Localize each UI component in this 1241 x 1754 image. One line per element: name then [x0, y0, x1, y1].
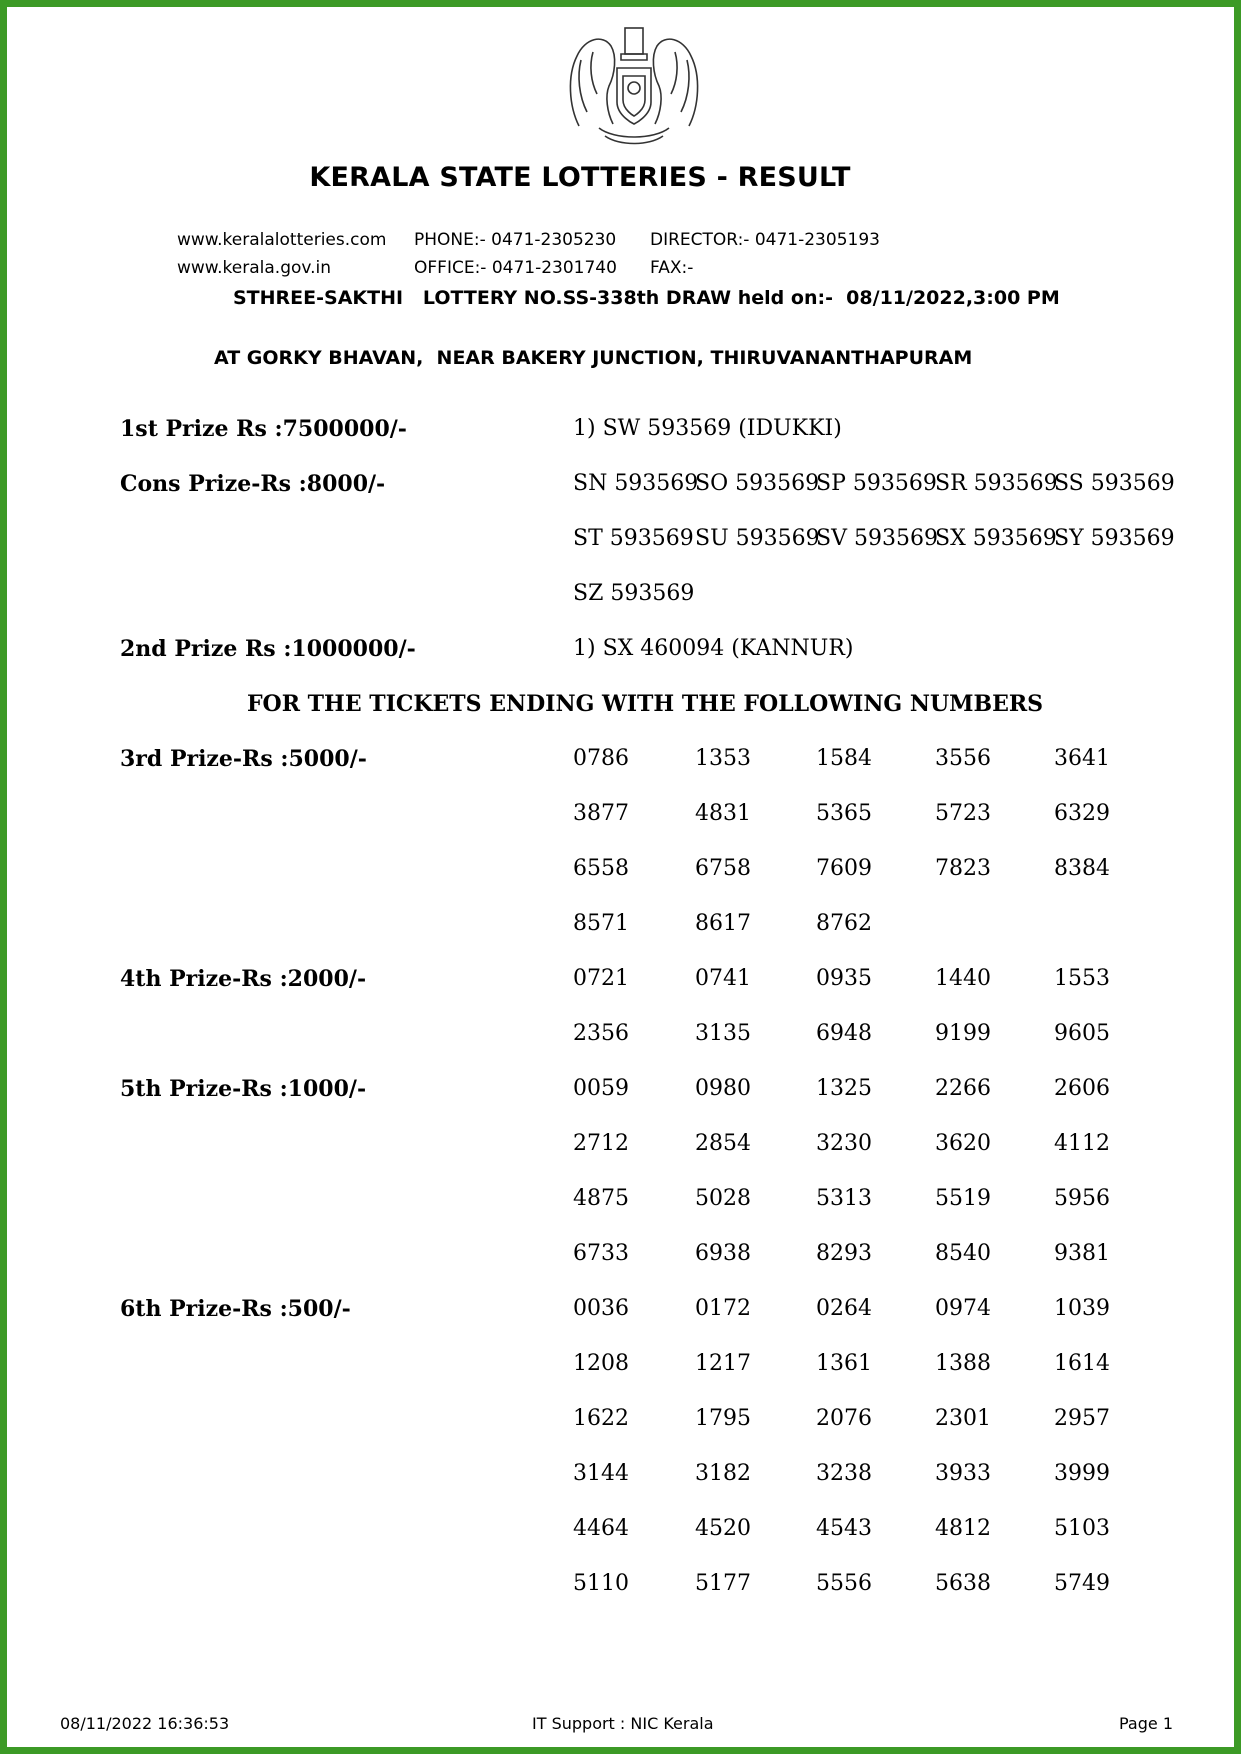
sixth-prize-number: 4520 — [695, 1516, 751, 1541]
fourth-prize-number: 1553 — [1054, 966, 1110, 991]
sixth-prize-number: 1208 — [573, 1351, 629, 1376]
footer-timestamp: 08/11/2022 16:36:53 — [60, 1714, 230, 1733]
footer-support: IT Support : NIC Kerala — [532, 1714, 714, 1733]
fourth-prize-number: 0935 — [816, 966, 872, 991]
third-prize-number: 7609 — [816, 856, 872, 881]
first-prize-label: 1st Prize Rs :7500000/- — [120, 416, 407, 442]
sixth-prize-number: 5177 — [695, 1571, 751, 1596]
third-prize-number: 8384 — [1054, 856, 1110, 881]
cons-prize-number: SR 593569 — [935, 471, 1058, 496]
footer-page-number: Page 1 — [1119, 1714, 1173, 1733]
third-prize-number: 8617 — [695, 911, 751, 936]
cons-prize-number: ST 593569 — [573, 526, 694, 551]
sixth-prize-number: 1361 — [816, 1351, 872, 1376]
cons-prize-number: SP 593569 — [816, 471, 937, 496]
sixth-prize-number: 4543 — [816, 1516, 872, 1541]
fourth-prize-label: 4th Prize-Rs :2000/- — [120, 966, 367, 992]
fifth-prize-number: 4112 — [1054, 1131, 1110, 1156]
sixth-prize-number: 1622 — [573, 1406, 629, 1431]
fifth-prize-number: 3620 — [935, 1131, 991, 1156]
cons-prize-number: SO 593569 — [695, 471, 820, 496]
fourth-prize-number: 0741 — [695, 966, 751, 991]
sixth-prize-number: 5110 — [573, 1571, 629, 1596]
sixth-prize-number: 1614 — [1054, 1351, 1110, 1376]
kerala-emblem-logo — [559, 16, 709, 152]
director-text: DIRECTOR:- 0471-2305193 — [650, 230, 880, 250]
sixth-prize-number: 1039 — [1054, 1296, 1110, 1321]
third-prize-number: 8571 — [573, 911, 629, 936]
third-prize-number: 4831 — [695, 801, 751, 826]
sixth-prize-number: 5556 — [816, 1571, 872, 1596]
fourth-prize-number: 1440 — [935, 966, 991, 991]
sixth-prize-number: 5638 — [935, 1571, 991, 1596]
sixth-prize-number: 0172 — [695, 1296, 751, 1321]
third-prize-number: 5723 — [935, 801, 991, 826]
first-prize-winner: 1) SW 593569 (IDUKKI) — [573, 416, 842, 441]
phone-text: PHONE:- 0471-2305230 — [414, 230, 617, 250]
sixth-prize-number: 2301 — [935, 1406, 991, 1431]
fourth-prize-number: 9199 — [935, 1021, 991, 1046]
office-text: OFFICE:- 0471-2301740 — [414, 258, 617, 278]
sixth-prize-number: 0036 — [573, 1296, 629, 1321]
cons-prize-number: SY 593569 — [1054, 526, 1175, 551]
cons-prize-number: SU 593569 — [695, 526, 820, 551]
second-prize-label: 2nd Prize Rs :1000000/- — [120, 636, 416, 662]
sixth-prize-number: 0974 — [935, 1296, 991, 1321]
fifth-prize-number: 0980 — [695, 1076, 751, 1101]
third-prize-number: 1353 — [695, 746, 751, 771]
sixth-prize-number: 4812 — [935, 1516, 991, 1541]
third-prize-number: 0786 — [573, 746, 629, 771]
fifth-prize-number: 8540 — [935, 1241, 991, 1266]
sixth-prize-number: 1795 — [695, 1406, 751, 1431]
fifth-prize-number: 3230 — [816, 1131, 872, 1156]
sixth-prize-number: 5103 — [1054, 1516, 1110, 1541]
fifth-prize-number: 4875 — [573, 1186, 629, 1211]
sixth-prize-number: 1217 — [695, 1351, 751, 1376]
sixth-prize-number: 2076 — [816, 1406, 872, 1431]
third-prize-number: 6329 — [1054, 801, 1110, 826]
sixth-prize-number: 3182 — [695, 1461, 751, 1486]
fourth-prize-number: 9605 — [1054, 1021, 1110, 1046]
sixth-prize-number: 3933 — [935, 1461, 991, 1486]
sixth-prize-number: 2957 — [1054, 1406, 1110, 1431]
third-prize-label: 3rd Prize-Rs :5000/- — [120, 746, 367, 772]
fifth-prize-number: 5956 — [1054, 1186, 1110, 1211]
fifth-prize-number: 1325 — [816, 1076, 872, 1101]
sixth-prize-number: 1388 — [935, 1351, 991, 1376]
third-prize-number: 3877 — [573, 801, 629, 826]
sixth-prize-number: 3238 — [816, 1461, 872, 1486]
second-prize-winner: 1) SX 460094 (KANNUR) — [573, 636, 854, 661]
fifth-prize-number: 2712 — [573, 1131, 629, 1156]
sixth-prize-label: 6th Prize-Rs :500/- — [120, 1296, 351, 1322]
fourth-prize-number: 6948 — [816, 1021, 872, 1046]
sixth-prize-number: 3144 — [573, 1461, 629, 1486]
page-title: KERALA STATE LOTTERIES - RESULT — [309, 162, 851, 193]
third-prize-number: 8762 — [816, 911, 872, 936]
cons-prize-number: SN 593569 — [573, 471, 699, 496]
sixth-prize-number: 4464 — [573, 1516, 629, 1541]
fifth-prize-number: 5519 — [935, 1186, 991, 1211]
fifth-prize-number: 2266 — [935, 1076, 991, 1101]
cons-prize-number: SV 593569 — [816, 526, 938, 551]
cons-prize-number: SS 593569 — [1054, 471, 1175, 496]
third-prize-number: 6758 — [695, 856, 751, 881]
fifth-prize-number: 5313 — [816, 1186, 872, 1211]
fax-text: FAX:- — [650, 258, 694, 278]
fifth-prize-number: 9381 — [1054, 1241, 1110, 1266]
fifth-prize-label: 5th Prize-Rs :1000/- — [120, 1076, 367, 1102]
fifth-prize-number: 6733 — [573, 1241, 629, 1266]
third-prize-number: 5365 — [816, 801, 872, 826]
fifth-prize-number: 6938 — [695, 1241, 751, 1266]
sixth-prize-number: 3999 — [1054, 1461, 1110, 1486]
cons-prize-label: Cons Prize-Rs :8000/- — [120, 471, 386, 497]
cons-prize-number: SX 593569 — [935, 526, 1057, 551]
fifth-prize-number: 2854 — [695, 1131, 751, 1156]
website-link-1[interactable]: www.keralalotteries.com — [177, 230, 387, 250]
sixth-prize-number: 5749 — [1054, 1571, 1110, 1596]
fifth-prize-number: 8293 — [816, 1241, 872, 1266]
fifth-prize-number: 5028 — [695, 1186, 751, 1211]
third-prize-number: 1584 — [816, 746, 872, 771]
website-link-2[interactable]: www.kerala.gov.in — [177, 258, 332, 278]
draw-venue: AT GORKY BHAVAN, NEAR BAKERY JUNCTION, THIRUVANANTHAPURAM — [214, 347, 973, 369]
fourth-prize-number: 3135 — [695, 1021, 751, 1046]
fifth-prize-number: 0059 — [573, 1076, 629, 1101]
fifth-prize-number: 2606 — [1054, 1076, 1110, 1101]
endings-heading: FOR THE TICKETS ENDING WITH THE FOLLOWING NUMBERS — [246, 691, 1044, 717]
draw-info: STHREE-SAKTHI LOTTERY NO.SS-338th DRAW held on:- 08/11/2022,3:00 PM — [233, 287, 1060, 309]
third-prize-number: 6558 — [573, 856, 629, 881]
fourth-prize-number: 2356 — [573, 1021, 629, 1046]
third-prize-number: 3556 — [935, 746, 991, 771]
third-prize-number: 3641 — [1054, 746, 1110, 771]
fourth-prize-number: 0721 — [573, 966, 629, 991]
cons-prize-number: SZ 593569 — [573, 581, 695, 606]
third-prize-number: 7823 — [935, 856, 991, 881]
sixth-prize-number: 0264 — [816, 1296, 872, 1321]
